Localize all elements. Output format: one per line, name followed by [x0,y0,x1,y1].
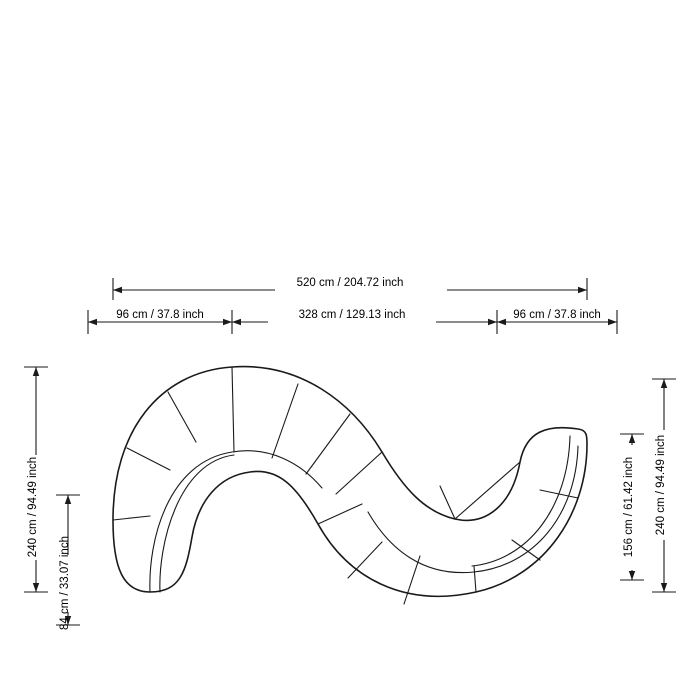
arrow-seg2-left [232,319,241,325]
label-left-outer: 240 cm / 94.49 inch [27,456,39,558]
label-top-overall: 520 cm / 204.72 inch [296,277,404,289]
arrow-right-outer-bottom [661,583,667,592]
arrow-left-inner-top [65,495,71,504]
arrow-right-inner-bottom [629,571,635,580]
sofa-outline-group [113,367,587,604]
label-right-inner: 156 cm / 61.42 inch [623,456,635,558]
arrow-overall-left [113,287,122,293]
label-right-outer: 240 cm / 94.49 inch [655,434,667,536]
arrow-seg1-right [223,319,232,325]
label-top-left-segment: 96 cm / 37.8 inch [116,309,204,321]
arrow-seg3-right [608,319,617,325]
arrow-right-outer-top [661,379,667,388]
arrow-seg3-left [497,319,506,325]
label-top-right-segment: 96 cm / 37.8 inch [513,309,601,321]
arrow-left-outer-top [33,367,39,376]
arrow-left-outer-bottom [33,583,39,592]
arrow-overall-right [578,287,587,293]
label-left-inner: 84 cm / 33.07 inch [59,536,71,630]
label-top-middle-segment: 328 cm / 129.13 inch [298,309,406,321]
arrow-seg2-right [488,319,497,325]
arrow-seg1-left [88,319,97,325]
arrow-right-inner-top [629,434,635,443]
